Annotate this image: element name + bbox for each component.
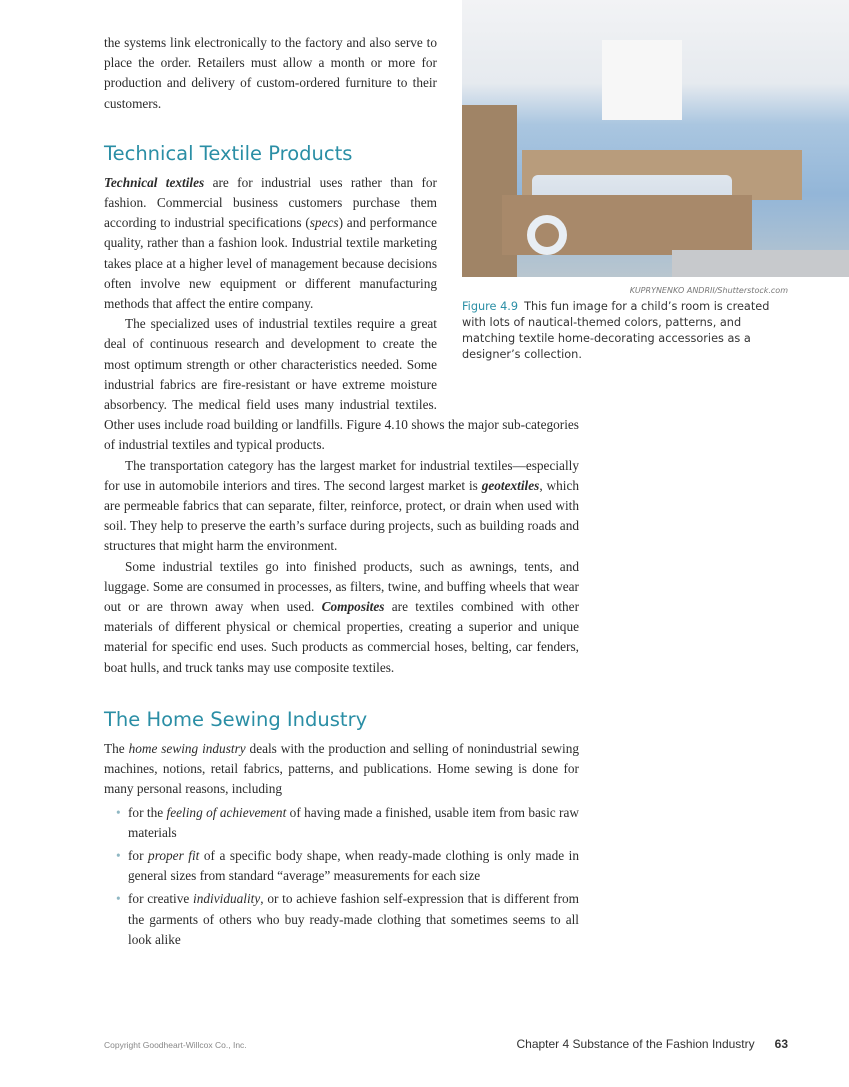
caption-text: This fun image for a child’s room is created with lots of nautical-themed colors, patterns, and matching textile home-decorating accessories as a designer’s collection. [462,300,770,361]
copyright-footer: Copyright Goodheart-Willcox Co., Inc. [104,1040,247,1050]
page-number: 63 [774,1037,788,1051]
section-heading-technical-textiles: Technical Textile Products [104,141,353,165]
bullet-list [104,803,579,950]
paragraph: The specialized uses of industrial textiles require a great deal of continuous research and development to create the most optimum strength or other characteristics needed. Some industrial fabrics are fire-resistant or have extreme moisture absorbency. The medical field uses many industrial textiles. Other uses include road building or landfills. Figure 4.10 shows the major sub-categories of industrial textiles and typical products. [104,316,579,453]
list-item: • for the feeling of achievement of having made a finished, usable item from basic raw materials [118,803,579,843]
list-item: • for proper fit of a specific body shape, when ready-made clothing is only made in general sizes from standard “average” measurements for each size [118,846,579,886]
running-footer: Chapter 4 Substance of the Fashion Industry 63 [516,1037,788,1051]
figure-label: Figure 4.9 [462,300,519,313]
photo-credit: KUPRYNENKO ANDRII/Shutterstock.com [629,286,788,295]
paragraph: The transportation category has the largest market for industrial textiles—especially for use in automobile interiors and tires. The second largest market is geotextiles, which are permeable fabrics that can separate, filter, reinforce, protect, or drain when used with soil. They help to preserve the earth’s surface during projects, such as building roads and structures that might harm the environment. [104,457,580,554]
intro-paragraph: the systems link electronically to the factory and also serve to place the order. Retailers must allow a month or more for production and delivery of custom-ordered furniture to their customers. [104,35,437,111]
paragraph: The home sewing industry deals with the production and selling of nonindustrial sewing machines, notions, retail fabrics, patterns, and publications. Home sewing is done for many personal reasons, including [104,740,579,797]
main-text-column [104,33,579,950]
paragraph: Technical textiles are for industrial uses rather than for fashion. Commercial business customers purchase them according to industrial specifications (specs) and performance quality, rather than a fashion look. Industrial textile marketing takes place at a higher level of management because decisions often involve new equipment or different manufacturing methods that affect the entire company. [104,174,437,312]
section-heading-home-sewing: The Home Sewing Industry [104,707,368,731]
list-item: • for creative individuality, or to achieve fashion self-expression that is different from the garments of others who buy ready-made clothing that sometimes seems to all look alike [118,889,579,950]
paragraph: Some industrial textiles go into finished products, such as awnings, tents, and luggage. Some are consumed in processes, as filters, twine, and buffing wheels that wear out or are thrown away when used. Composites are textiles combined with other materials of different physical or chemical properties, creating a superior and unique material for specific end uses. Such products as commercial hoses, belting, car fenders, boat hulls, and truck tanks may use composite textiles. [104,558,580,675]
